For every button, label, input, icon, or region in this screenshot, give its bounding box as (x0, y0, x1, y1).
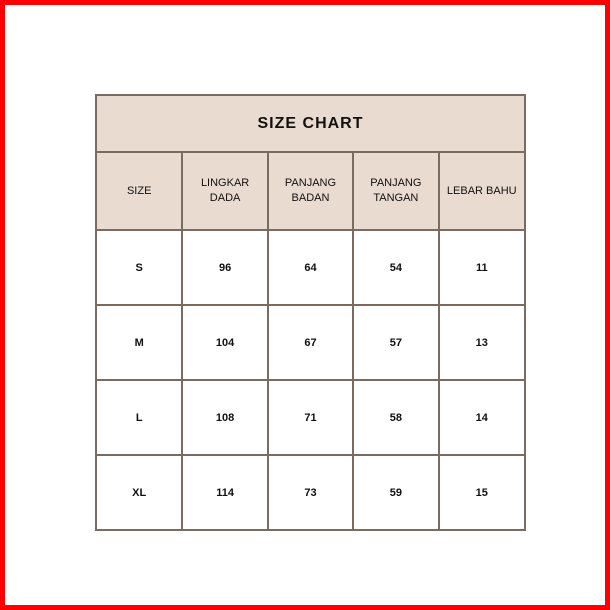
panjang-tangan-cell: 58 (353, 380, 438, 455)
panjang-tangan-cell: 57 (353, 305, 438, 380)
table-row (97, 305, 524, 380)
panjang-badan-cell: 71 (268, 380, 353, 455)
panjang-tangan-cell: 54 (353, 230, 438, 305)
lingkar-dada-cell: 104 (182, 305, 267, 380)
table-row (97, 230, 524, 305)
header-lebar-bahu: LEBAR BAHU (446, 184, 517, 197)
size-cell: XL (97, 455, 182, 529)
table-row (97, 380, 524, 455)
lebar-bahu-cell: 14 (439, 380, 524, 455)
header-cell (439, 153, 524, 230)
header-panjang-tangan: PANJANG TANGAN (370, 177, 422, 204)
panjang-badan-cell: 64 (268, 230, 353, 305)
header-lingkar-dada: LINGKAR DADA (200, 177, 250, 204)
lebar-bahu-cell: 11 (439, 230, 524, 305)
table-row (97, 455, 524, 529)
header-size: SIZE (126, 184, 152, 197)
panjang-badan-cell: 67 (268, 305, 353, 380)
size-cell: M (97, 305, 182, 380)
header-cell (353, 153, 438, 230)
size-chart (95, 94, 526, 531)
lebar-bahu-cell: 13 (439, 305, 524, 380)
header-panjang-badan: PANJANG BADAN (284, 177, 337, 204)
panjang-badan-cell: 73 (268, 455, 353, 529)
lingkar-dada-cell: 114 (182, 455, 267, 529)
header-cell (182, 153, 267, 230)
size-cell: L (97, 380, 182, 455)
size-chart-title: SIZE CHART (97, 96, 524, 153)
header-cell (97, 153, 182, 230)
size-table (97, 153, 524, 529)
size-cell: S (97, 230, 182, 305)
header-row (97, 153, 524, 230)
lingkar-dada-cell: 96 (182, 230, 267, 305)
lebar-bahu-cell: 15 (439, 455, 524, 529)
lingkar-dada-cell: 108 (182, 380, 267, 455)
header-cell (268, 153, 353, 230)
panjang-tangan-cell: 59 (353, 455, 438, 529)
